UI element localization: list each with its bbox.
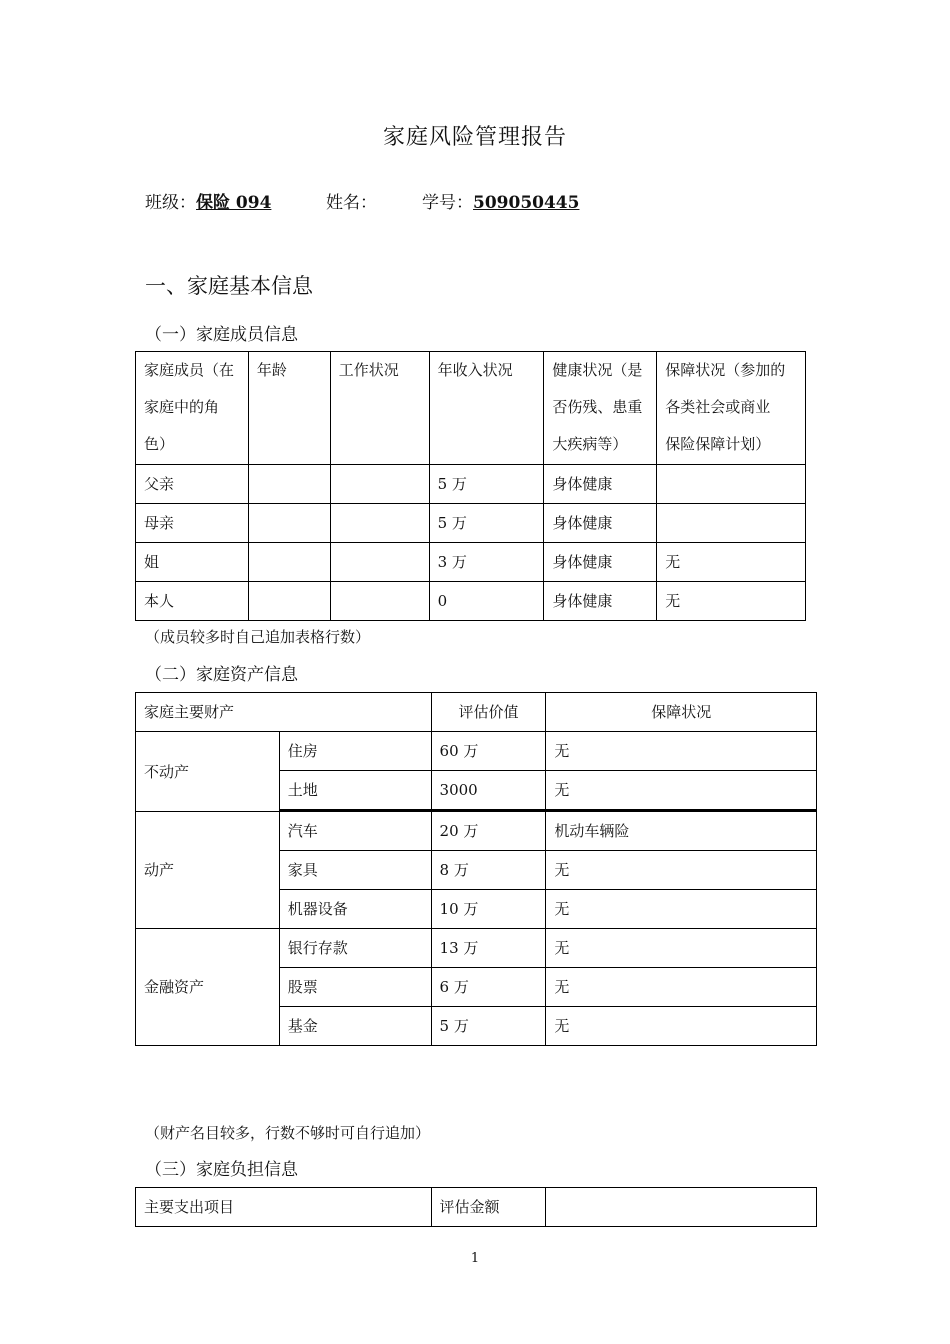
name-label: 姓名： xyxy=(326,193,377,213)
table-cell: 汽车 xyxy=(279,812,431,851)
burden-table xyxy=(135,1187,817,1227)
table-cell: 无 xyxy=(546,851,817,890)
table-cell: 机器设备 xyxy=(279,890,431,929)
table-cell: 母亲 xyxy=(136,504,249,543)
burden-header-cell: 主要支出项目 xyxy=(136,1188,432,1227)
table-cell: 3 万 xyxy=(429,543,544,582)
table-row xyxy=(136,812,817,851)
table-cell: 住房 xyxy=(279,732,431,771)
burden-header-row xyxy=(136,1188,817,1227)
header-line: 保障状况（参加的 xyxy=(665,361,786,379)
table-cell: 无 xyxy=(546,732,817,771)
burden-header-cell: 评估金额 xyxy=(431,1188,546,1227)
table-cell xyxy=(248,504,330,543)
student-id-value: 509050445 xyxy=(473,193,580,213)
table-cell: 20 万 xyxy=(431,812,546,851)
members-heading: （一）家庭成员信息 xyxy=(145,325,298,345)
header-line: 家庭成员（在 xyxy=(144,361,235,379)
page-number: 1 xyxy=(470,1251,480,1266)
table-cell xyxy=(657,465,806,504)
table-cell: 父亲 xyxy=(136,465,249,504)
asset-category-cell: 不动产 xyxy=(136,732,280,812)
table-cell: 无 xyxy=(546,1007,817,1046)
student-id-field xyxy=(422,188,579,213)
assets-table xyxy=(135,692,817,1046)
table-cell xyxy=(330,543,429,582)
table-row xyxy=(136,543,806,582)
table-cell: 身体健康 xyxy=(544,504,657,543)
assets-heading: （二）家庭资产信息 xyxy=(145,665,298,685)
burden-heading: （三）家庭负担信息 xyxy=(145,1160,298,1180)
header-line: 家庭中的角 xyxy=(144,398,220,416)
assets-note: （财产名目较多，行数不够时可自行追加） xyxy=(145,1124,431,1142)
table-cell: 基金 xyxy=(279,1007,431,1046)
header-line: 各类社会或商业 xyxy=(665,398,771,416)
table-cell: 8 万 xyxy=(431,851,546,890)
members-header-cell xyxy=(657,352,806,465)
table-row xyxy=(136,465,806,504)
header-line: 年龄 xyxy=(256,361,287,379)
table-cell: 无 xyxy=(546,890,817,929)
header-line: 否伤残、患重 xyxy=(552,398,643,416)
table-cell xyxy=(248,582,330,621)
table-cell: 身体健康 xyxy=(544,582,657,621)
table-cell: 无 xyxy=(657,543,806,582)
table-cell: 本人 xyxy=(136,582,249,621)
student-id-label: 学号： xyxy=(422,193,473,213)
header-line: 大疾病等） xyxy=(552,435,628,453)
table-cell: 5 万 xyxy=(429,504,544,543)
table-cell: 5 万 xyxy=(429,465,544,504)
asset-category-cell: 金融资产 xyxy=(136,929,280,1046)
table-cell: 5 万 xyxy=(431,1007,546,1046)
table-cell: 13 万 xyxy=(431,929,546,968)
members-header-cell xyxy=(429,352,544,465)
header-line: 工作状况 xyxy=(338,361,399,379)
class-field xyxy=(145,188,271,213)
table-cell: 60 万 xyxy=(431,732,546,771)
table-cell: 身体健康 xyxy=(544,543,657,582)
document-title: 家庭风险管理报告 xyxy=(382,125,567,150)
members-table xyxy=(135,351,806,621)
assets-header-cell: 评估价值 xyxy=(431,693,546,732)
class-value: 保险 094 xyxy=(196,193,272,213)
class-label: 班级： xyxy=(145,193,196,213)
table-cell: 无 xyxy=(546,929,817,968)
members-header-cell xyxy=(248,352,330,465)
table-cell: 10 万 xyxy=(431,890,546,929)
table-cell xyxy=(330,465,429,504)
asset-category-cell: 动产 xyxy=(136,812,280,929)
members-header-row xyxy=(136,352,806,465)
table-cell: 无 xyxy=(546,968,817,1007)
table-cell: 无 xyxy=(657,582,806,621)
table-row xyxy=(136,582,806,621)
table-row xyxy=(136,732,817,771)
table-cell xyxy=(248,465,330,504)
table-cell: 3000 xyxy=(431,771,546,810)
table-cell xyxy=(330,504,429,543)
table-cell: 机动车辆险 xyxy=(546,812,817,851)
table-cell: 土地 xyxy=(279,771,431,810)
header-line: 年收入状况 xyxy=(437,361,513,379)
table-cell: 无 xyxy=(546,771,817,810)
members-note: （成员较多时自己追加表格行数） xyxy=(145,628,371,646)
members-header-cell xyxy=(136,352,249,465)
table-row xyxy=(136,504,806,543)
table-cell: 身体健康 xyxy=(544,465,657,504)
table-cell: 0 xyxy=(429,582,544,621)
table-cell: 银行存款 xyxy=(279,929,431,968)
table-cell xyxy=(248,543,330,582)
header-line: 健康状况（是 xyxy=(552,361,643,379)
members-header-cell xyxy=(544,352,657,465)
table-cell: 股票 xyxy=(279,968,431,1007)
members-header-cell xyxy=(330,352,429,465)
table-cell: 6 万 xyxy=(431,968,546,1007)
section-heading-basic-info: 一、家庭基本信息 xyxy=(145,274,313,298)
table-cell xyxy=(657,504,806,543)
assets-header-row xyxy=(136,693,817,732)
table-row xyxy=(136,929,817,968)
table-cell: 姐 xyxy=(136,543,249,582)
burden-header-cell xyxy=(546,1188,817,1227)
assets-header-cell: 家庭主要财产 xyxy=(136,693,432,732)
table-cell xyxy=(330,582,429,621)
header-line: 色） xyxy=(144,435,175,453)
assets-header-cell: 保障状况 xyxy=(546,693,817,732)
table-cell: 家具 xyxy=(279,851,431,890)
header-line: 保险保障计划） xyxy=(665,435,771,453)
